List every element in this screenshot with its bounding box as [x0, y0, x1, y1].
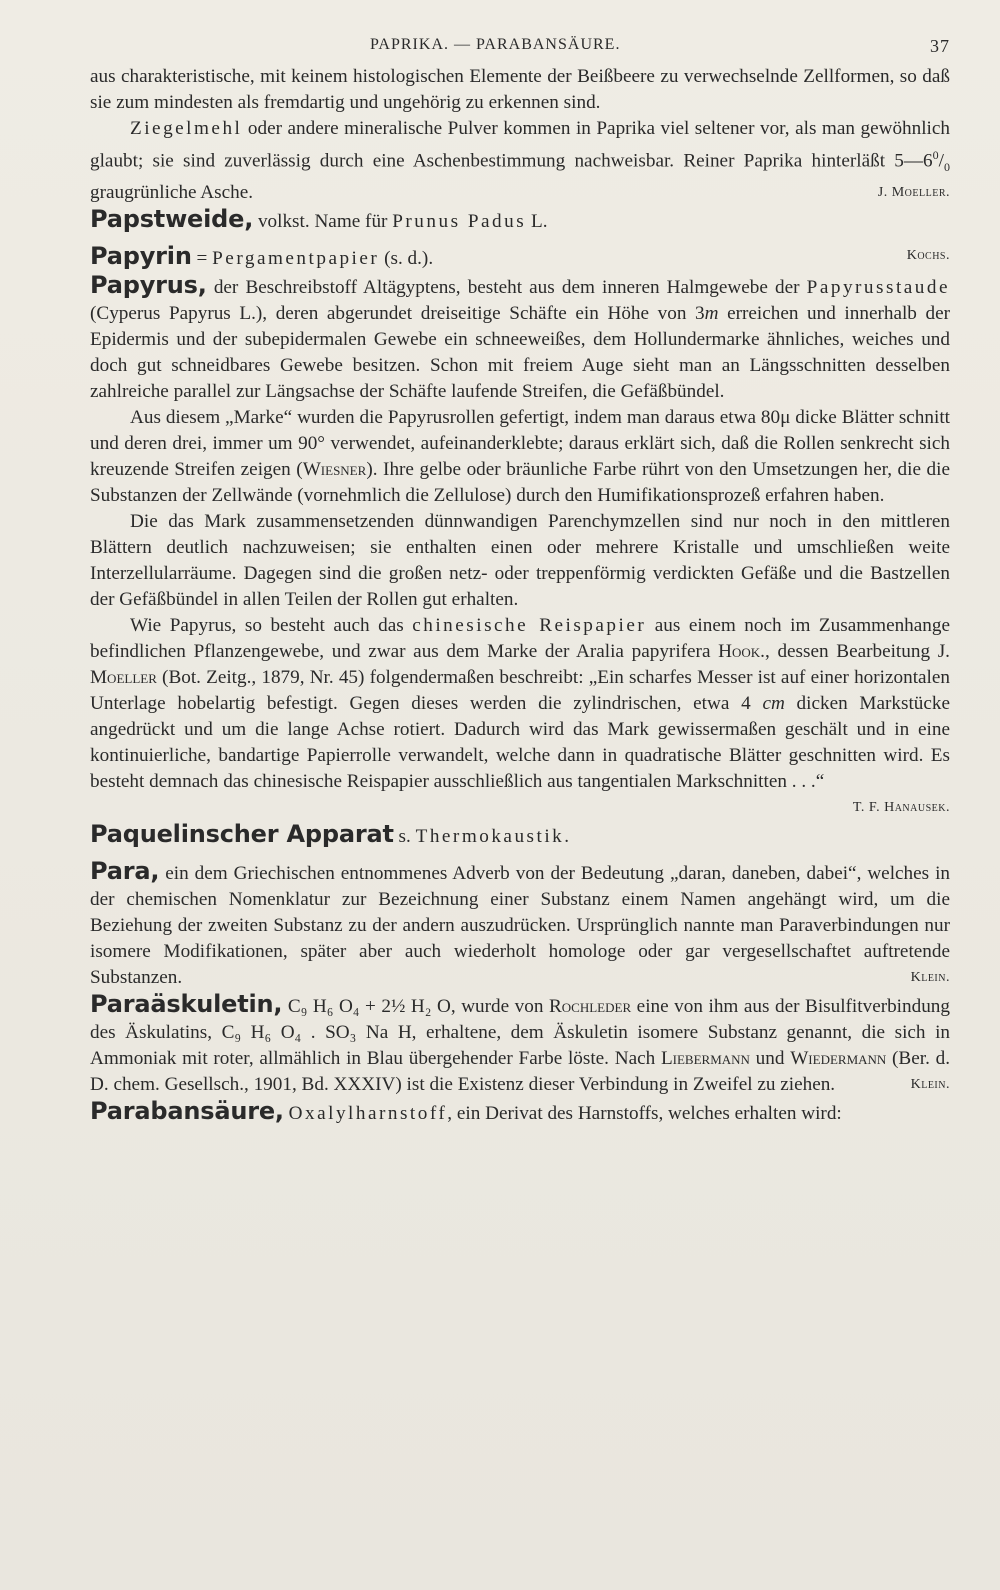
entry-headword: Para, — [90, 857, 160, 886]
author-signature: Klein. — [910, 970, 950, 986]
papyrus-paragraph-4: Wie Papyrus, so besteht auch das chinesische Reispapier aus einem noch im Zusammenhange befindlichen Pflanzengewebe, und zwar aus dem Marke der Aralia papyrifera Hook., dessen Bearbeitung J. Moeller (Bot. Zeitg., 1879, Nr. 45) folgendermaßen beschreibt: „Ein scharfes Messer ist auf einer horizontalen Unterlage hobelartig befestigt. Gegen dieses werden die zylindrischen, etwa 4 cm dicken Markstücke angedrückt und um die lange Achse rotiert. Dadurch wird das Mark gewissermaßen geschält und in eine kontinuierliche, bandartige Papierrolle verwandelt, welche dann in quadratische Blätter geschnitten wird. Es besteht demnach das chinesische Reispapier ausschließlich aus tangentialen Markschnitten . . .“ — [90, 615, 950, 793]
entry-headword: Papyrus, — [90, 271, 207, 300]
continued-paragraph-2: Ziegelmehl oder andere mineralische Pulver kommen in Paprika viel seltener vor, als man gewöhnlich glaubt; sie sind zuverlässig durch eine Aschenbestimmung nachweisbar. Reiner Paprika hinterläßt $5—6^0/_0$ graugrünliche Asche. J. Moeller. — [90, 116, 950, 206]
papyrus-paragraph-3: Die das Mark zusammensetzenden dünnwandigen Parenchymzellen sind nur noch in den mittleren Blättern deutlich nachzuweisen; sie enthalten einen oder mehrere Kristalle und umschließen weite Interzellularräume. Dagegen sind die großen netz- oder treppenförmig verdickten Gefäße und die Bastzellen der Gefäßbündel in allen Teilen der Rollen gut erhalten. — [90, 511, 950, 611]
entry-headword: Paquelinscher Apparat — [90, 820, 394, 849]
entry-papstweide: Papstweide, volkst. Name für Prunus Padus L. — [90, 205, 548, 234]
papyrus-paragraph-2: Aus diesem „Marke“ wurden die Papyrusrollen gefertigt, indem man daraus etwa 80μ dicke Blätter schnitt und deren drei, immer um 90° verwendet, aufeinanderklebte; daraus erklärt sich, daß die Rollen senkrecht sich kreuzende Streifen zeigen (Wiesner). Ihre gelbe oder bräunliche Farbe rührt von den Umsetzungen her, die die Substanzen der Zellwände (vornehmlich die Zellulose) durch den Humifikationsprozeß erfahren haben. — [90, 407, 950, 507]
entry-headword: Papstweide, — [90, 205, 254, 234]
author-signature: T. F. Hanausek. — [852, 800, 950, 816]
page-number: 37 — [930, 36, 950, 56]
entry-paquelin: Paquelinscher Apparat s. Thermokaustik. — [90, 820, 572, 849]
entry-papyrin: Papyrin = Pergamentpapier (s. d.). Kochs. — [90, 242, 950, 271]
running-title: PAPRIKA. — PARABANSÄURE. — [370, 36, 621, 53]
page-body — [90, 64, 950, 1127]
continued-paragraph: aus charakteristische, mit keinem histologischen Elemente der Beißbeere zu verwechselnde Zellformen, so daß sie zum mindesten als fremdartig und ungehörig zu erkennen sind. — [90, 66, 950, 113]
entry-para: Para, ein dem Griechischen entnommenes Adverb von der Bedeutung „daran, daneben, dabei“, welches in der chemischen Nomenklatur zur Bezeichnung einer Substanz einem Namen angehängt wird, um die Beziehung der zweiten Substanz zu der andern auszudrücken. Ursprünglich nannte man Paraverbindungen nur isomere Modifikationen, später aber auch wiederholt homologe oder gar vergesellschaftet auftretende Substanzen. Klein. — [90, 858, 950, 991]
author-signature: J. Moeller. — [877, 185, 950, 201]
entry-papyrus: Papyrus, der Beschreibstoff Altägyptens, besteht aus dem inneren Halmgewebe der Papyrusstaude (Cyperus Papyrus L.), deren abgerundet dreiseitige Schäfte ein Höhe von 3m erreichen und innerhalb der Epidermis und der subepidermalen Gewebe ein schneeweißes, dem Hollundermarke ähnliches, weiches und doch gut schneidbares Gewebe besitzen. Schon mit freiem Auge sieht man an Längsschnitten desselben zahlreiche parallel zur Längsachse der Schäfte laufende Streifen, die Gefäßbündel. — [90, 271, 950, 403]
entry-paraaskuletin: Paraäskuletin, C₉ H₆ O₄ + 2½ H₂ O, wurde von Rochleder eine von ihm aus der Bisulfitverbindung des Äskulatins, C₉ H₆ O₄ . SO₃ Na H, erhaltene, dem Äskuletin isomere Substanz genannt, die sich in Ammoniak mit roter, allmählich in Blau übergehender Farbe löste. Nach Liebermann und Wiedermann (Ber. d. D. chem. Gesellsch., 1901, Bd. XXXIV) ist die Existenz dieser Verbindung in Zweifel zu ziehen. Klein. — [90, 991, 950, 1098]
entry-headword: Paraäskuletin, — [90, 990, 283, 1019]
author-signature: Kochs. — [906, 248, 950, 264]
entry-headword: Papyrin — [90, 242, 192, 271]
entry-headword: Parabansäure, — [90, 1097, 284, 1126]
entry-parabansaure: Parabansäure, Oxalylharnstoff, ein Derivat des Harnstoffs, welches erhalten wird: — [90, 1097, 842, 1126]
running-header — [90, 36, 950, 58]
author-signature: Klein. — [910, 1077, 950, 1093]
